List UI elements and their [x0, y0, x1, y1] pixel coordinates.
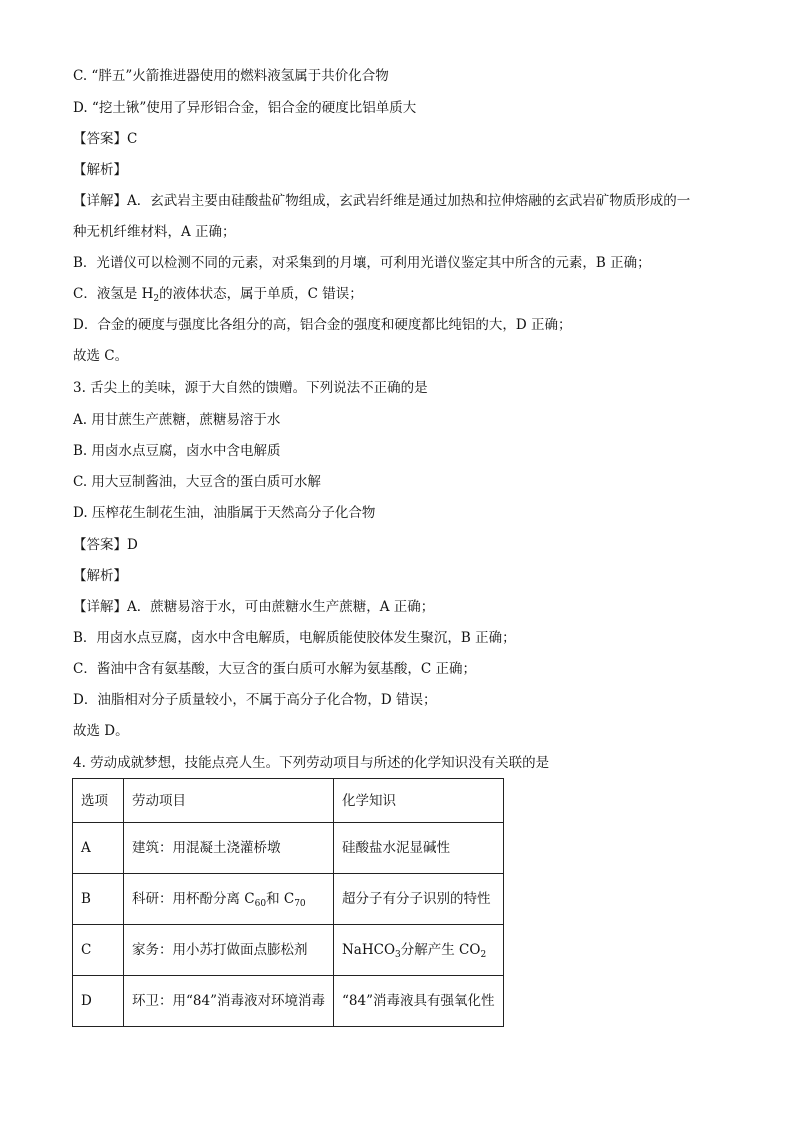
q3-stem: 3. 舌尖上的美味，源于大自然的馈赠。下列说法不正确的是: [73, 380, 428, 396]
q3-answer: [73, 536, 138, 554]
answer-value: D: [127, 537, 138, 553]
detail-c-pre: C．液氢是 H: [73, 286, 154, 302]
row-project: 建筑：用混凝土浇灌桥墩: [124, 823, 334, 874]
row-project: [124, 874, 334, 925]
q3-option-d: D. 压榨花生制花生油，油脂属于天然高分子化合物: [73, 505, 376, 521]
q3-analysis-label: 【解析】: [73, 568, 127, 584]
subscript: 60: [254, 899, 267, 909]
table-row: [73, 976, 504, 1027]
q3-detail-a: [73, 598, 434, 616]
detail-label: 【详解】: [73, 599, 127, 615]
row-option: B: [73, 874, 124, 925]
q2-detail-a-line2: 种无机纤维材料，A 正确；: [73, 224, 236, 240]
row-option: C: [73, 925, 124, 976]
subscript: 2: [480, 950, 487, 960]
row-project: 家务：用小苏打做面点膨松剂: [124, 925, 334, 976]
subscript: 70: [294, 899, 306, 909]
q3-conclusion: 故选 D。: [73, 723, 129, 739]
detail-c-subscript: 2: [153, 294, 160, 304]
row-project: 环卫：用“84”消毒液对环境消毒: [124, 976, 334, 1027]
table-row: [73, 925, 504, 976]
project-text: 和 C: [266, 891, 295, 907]
row-knowledge: “84”消毒液具有强氧化性: [333, 976, 503, 1027]
row-knowledge: [333, 925, 503, 976]
table-row: [73, 874, 504, 925]
q2-option-d: D. “挖土锹”使用了异形铝合金，铝合金的硬度比铝单质大: [73, 100, 417, 116]
formula-text: NaHCO: [341, 942, 396, 958]
q2-conclusion: 故选 C。: [73, 348, 129, 364]
q3-detail-d: D．油脂相对分子质量较小，不属于高分子化合物，D 错误；: [73, 692, 437, 708]
subscript: 3: [395, 950, 401, 960]
q3-option-b: B. 用卤水点豆腐，卤水中含电解质: [73, 443, 281, 459]
answer-value: C: [127, 131, 138, 147]
q2-detail-d: D．合金的硬度与强度比各组分的高，铝合金的强度和硬度都比纯铝的大，D 正确；: [73, 317, 572, 333]
detail-c-post: 的液体状态，属于单质，C 错误；: [159, 286, 363, 302]
q3-detail-c: C．酱油中含有氨基酸，大豆含的蛋白质可水解为氨基酸，C 正确；: [73, 661, 476, 677]
detail-text: A．蔗糖易溶于水，可由蔗糖水生产蔗糖，A 正确；: [127, 599, 435, 615]
table-header-row: [73, 779, 504, 823]
detail-label: 【详解】: [73, 193, 127, 209]
header-knowledge: 化学知识: [333, 779, 503, 823]
q3-detail-b: B．用卤水点豆腐，卤水中含电解质，电解质能使胶体发生聚沉，B 正确；: [73, 630, 516, 646]
q2-option-c: C. “胖五”火箭推进器使用的燃料液氢属于共价化合物: [73, 68, 389, 84]
q2-detail-c: [73, 285, 363, 303]
q2-detail-b: B．光谱仪可以检测不同的元素，对采集到的月壤，可利用光谱仪鉴定其中所含的元素，B 正确；: [73, 255, 651, 271]
q2-answer: [73, 130, 137, 148]
row-option: D: [73, 976, 124, 1027]
project-text: 科研：用杯酚分离 C: [132, 891, 255, 907]
q4-stem: 4. 劳动成就梦想，技能点亮人生。下列劳动项目与所述的化学知识没有关联的是: [73, 755, 550, 771]
q2-analysis-label: 【解析】: [73, 162, 127, 178]
detail-text: A．玄武岩主要由硅酸盐矿物组成，玄武岩纤维是通过加热和拉伸熔融的玄武岩矿物质形成的一: [127, 193, 691, 209]
q3-option-a: A. 用甘蔗生产蔗糖，蔗糖易溶于水: [73, 412, 281, 428]
formula-text: 分解产生 CO: [400, 942, 481, 958]
row-knowledge: 硅酸盐水泥显碱性: [333, 823, 503, 874]
table-row: [73, 823, 504, 874]
q3-option-c: C. 用大豆制酱油，大豆含的蛋白质可水解: [73, 474, 321, 490]
header-project: 劳动项目: [124, 779, 334, 823]
q4-table: [72, 778, 504, 1027]
header-option: 选项: [73, 779, 124, 823]
answer-label: 【答案】: [73, 537, 127, 553]
answer-label: 【答案】: [73, 131, 127, 147]
q2-detail-a-line1: [73, 192, 690, 210]
row-knowledge: 超分子有分子识别的特性: [333, 874, 503, 925]
row-option: A: [73, 823, 124, 874]
